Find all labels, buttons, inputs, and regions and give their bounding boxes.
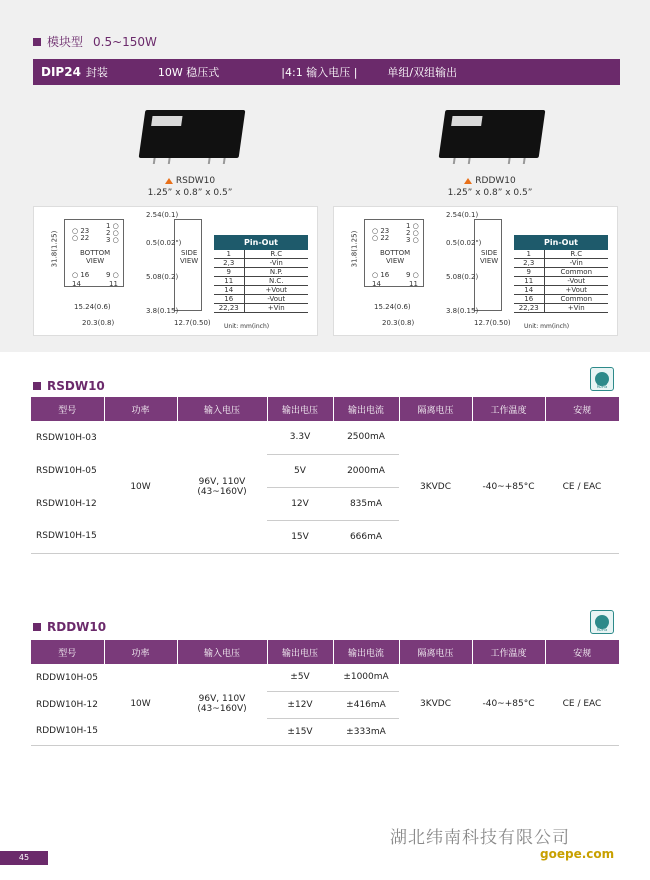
vout-cell: 3.3V (267, 421, 333, 454)
pinout-table (514, 235, 608, 313)
side-dimension: 5.08(0.2) (146, 273, 179, 281)
model-cell: RDDW10H-05 (36, 672, 98, 683)
pin-number: 11 (214, 277, 244, 286)
rddw10-caption (420, 176, 560, 198)
unit-label: Unit: mm(inch) (524, 323, 570, 330)
pitch-dimension: 2.54(0.1) (446, 211, 479, 219)
unit-label: Unit: mm(inch) (224, 323, 270, 330)
pin-number: 9 (214, 268, 244, 277)
rsdw10-spec-table (31, 397, 619, 554)
col-header: 输出电流 (333, 397, 399, 421)
bottom-view-label: BOTTOM VIEW (380, 249, 411, 265)
isolation-cell: 3KVDC (399, 664, 472, 745)
package-label: 封装 (85, 66, 108, 79)
power-range: 0.5~150W (93, 34, 157, 49)
pin-label: 1 ○ (106, 222, 119, 230)
pin-label: 2 ○ (106, 229, 119, 237)
col-header: 工作温度 (472, 640, 545, 664)
model-cell: RDDW10H-12 (36, 699, 98, 710)
pinout-title: Pin-Out (514, 235, 608, 250)
product-name: RSDW10 (175, 176, 216, 186)
pin-number: 9 (514, 268, 544, 277)
pin-function: N.P. (244, 268, 308, 277)
pin-function: +Vin (544, 304, 608, 313)
company-name: 湖北纬南科技有限公司 (390, 828, 570, 848)
pinout-title: Pin-Out (214, 235, 308, 250)
col-header: 输出电压 (267, 640, 333, 664)
pin-dimension: 0.5(0.02") (146, 239, 182, 247)
pin-label: 2 ○ (406, 229, 419, 237)
vout-cell: ±5V (267, 664, 333, 691)
iout-cell: 2000mA (333, 454, 399, 487)
rsdw10-module-image (139, 110, 246, 158)
col-header: 输出电流 (333, 640, 399, 664)
col-header: 输入电压 (177, 397, 267, 421)
section-title (33, 33, 157, 50)
pin-number: 22,23 (214, 304, 244, 313)
pin-label: 1 ○ (406, 222, 419, 230)
total-width-dimension: 20.3(0.8) (82, 319, 115, 327)
side-view-outline (474, 219, 502, 311)
vout-cell: ±12V (267, 691, 333, 718)
pin-label: 14 (372, 280, 381, 288)
model-cell: RDDW10H-15 (31, 718, 104, 745)
pin-dimension: 0.5(0.02") (446, 239, 482, 247)
col-header: 型号 (31, 640, 104, 664)
lead-dimension: 3.8(0.15) (146, 307, 179, 315)
side-view-label: SIDE VIEW (480, 249, 499, 265)
pin-label: ○ 16 (372, 271, 390, 279)
cert-cell: CE / EAC (545, 664, 619, 745)
table-row (31, 664, 619, 691)
col-header: 工作温度 (472, 397, 545, 421)
pin-function: Common (544, 295, 608, 304)
rohs-label: RoHS (596, 627, 608, 632)
rohs-label: RoHS (596, 384, 608, 389)
page-number: 45 (0, 851, 48, 865)
pin-number: 14 (214, 286, 244, 295)
pin-label: ○ 23 (372, 227, 390, 235)
isolation-cell: 3KVDC (399, 421, 472, 553)
pin-function: +Vout (244, 286, 308, 295)
product-name: RDDW10 (475, 176, 516, 186)
pinout-table (214, 235, 308, 313)
power-cell: 10W (104, 421, 177, 553)
col-header: 型号 (31, 397, 104, 421)
vout-cell: 15V (267, 520, 333, 553)
thickness-dimension: 12.7(0.50) (174, 319, 211, 327)
height-dimension: 31.8(1.25) (350, 230, 359, 268)
vin-cell: 96V, 110V (43~160V) (177, 664, 267, 745)
pin-number: 16 (514, 295, 544, 304)
product-dims: 1.25” x 0.8” x 0.5” (147, 188, 233, 198)
col-header: 功率 (104, 397, 177, 421)
pin-function: R.C (244, 250, 308, 259)
pin-number: 1 (214, 250, 244, 259)
vout-cell: 12V (267, 487, 333, 520)
model-cell: RSDW10H-05 (36, 465, 97, 476)
vout-cell: ±15V (267, 718, 333, 745)
model-cell: RSDW10H-03 (36, 432, 97, 443)
rsdw10-caption (120, 176, 260, 198)
spec-banner (33, 59, 620, 85)
pin-number: 16 (214, 295, 244, 304)
pin-label: 9 ○ (406, 271, 419, 279)
pin-number: 2,3 (214, 259, 244, 268)
rohs-badge-icon (590, 610, 614, 634)
side-dimension: 5.08(0.2) (446, 273, 479, 281)
pin-function: -Vin (244, 259, 308, 268)
site-logo: goepe.com (540, 847, 615, 861)
pin-label: 11 (409, 280, 418, 288)
col-header: 安规 (545, 640, 619, 664)
rddw10-drawing (333, 206, 618, 336)
side-view-outline (174, 219, 202, 311)
iout-cell: 835mA (333, 487, 399, 520)
cert-cell: CE / EAC (545, 421, 619, 553)
pin-function: -Vin (544, 259, 608, 268)
bullet-square-icon (33, 623, 41, 631)
iout-cell: 666mA (333, 520, 399, 553)
pin-label: 3 ○ (106, 236, 119, 244)
triangle-icon (464, 178, 472, 184)
pin-label: 11 (109, 280, 118, 288)
vout-cell: 5V (267, 454, 333, 487)
col-header: 输出电压 (267, 397, 333, 421)
col-header: 功率 (104, 640, 177, 664)
pin-function: R.C (544, 250, 608, 259)
pin-number: 14 (514, 286, 544, 295)
temp-cell: -40~+85°C (472, 421, 545, 553)
pin-number: 11 (514, 277, 544, 286)
iout-cell: 2500mA (333, 421, 399, 454)
pin-number: 1 (514, 250, 544, 259)
triangle-icon (165, 178, 173, 184)
pin-label: ○ 23 (72, 227, 90, 235)
model-cell: RSDW10H-12 (36, 498, 97, 509)
iout-cell: ±416mA (333, 691, 399, 718)
section-title: RSDW10 (47, 379, 105, 393)
rohs-badge-icon (590, 367, 614, 391)
output-label: 单组/双组输出 (387, 66, 458, 79)
pin-label: ○ 16 (72, 271, 90, 279)
rddw10-spec-table (31, 640, 619, 746)
width-dimension: 15.24(0.6) (374, 303, 411, 311)
col-header: 隔离电压 (399, 397, 472, 421)
package-name: DIP24 (41, 65, 81, 79)
pin-label: 14 (72, 280, 81, 288)
pitch-dimension: 2.54(0.1) (146, 211, 179, 219)
pin-function: -Vout (244, 295, 308, 304)
width-dimension: 15.24(0.6) (74, 303, 111, 311)
pin-label: 9 ○ (106, 271, 119, 279)
col-header: 输入电压 (177, 640, 267, 664)
pin-label: 3 ○ (406, 236, 419, 244)
side-view-label: SIDE VIEW (180, 249, 199, 265)
regulation-label: 10W 稳压式 (157, 66, 220, 79)
pin-function: N.C. (244, 277, 308, 286)
rsdw10-heading (33, 379, 105, 393)
power-cell: 10W (104, 664, 177, 745)
section-title: RDDW10 (47, 620, 107, 634)
pin-number: 22,23 (514, 304, 544, 313)
bottom-view-label: BOTTOM VIEW (80, 249, 111, 265)
thickness-dimension: 12.7(0.50) (474, 319, 511, 327)
vin-cell: 96V, 110V (43~160V) (177, 421, 267, 553)
bullet-square-icon (33, 382, 41, 390)
rddw10-module-image (439, 110, 546, 158)
input-range-label: |4:1 输入电压 | (281, 66, 358, 79)
col-header: 隔离电压 (399, 640, 472, 664)
col-header: 安规 (545, 397, 619, 421)
module-type-label: 模块型 (47, 35, 84, 49)
temp-cell: -40~+85°C (472, 664, 545, 745)
pin-label: ○ 22 (372, 234, 390, 242)
rddw10-heading (33, 620, 106, 634)
pin-number: 2,3 (514, 259, 544, 268)
pin-function: +Vout (544, 286, 608, 295)
pin-function: -Vout (544, 277, 608, 286)
product-dims: 1.25” x 0.8” x 0.5” (447, 188, 533, 198)
pin-function: Common (544, 268, 608, 277)
bullet-square-icon (33, 38, 41, 46)
lead-dimension: 3.8(0.15) (446, 307, 479, 315)
model-cell: RSDW10H-15 (31, 520, 104, 553)
iout-cell: ±1000mA (333, 664, 399, 691)
table-row (31, 421, 619, 454)
rsdw10-drawing (33, 206, 318, 336)
pin-function: +Vin (244, 304, 308, 313)
pin-label: ○ 22 (72, 234, 90, 242)
height-dimension: 31.8(1.25) (50, 230, 59, 268)
total-width-dimension: 20.3(0.8) (382, 319, 415, 327)
iout-cell: ±333mA (333, 718, 399, 745)
